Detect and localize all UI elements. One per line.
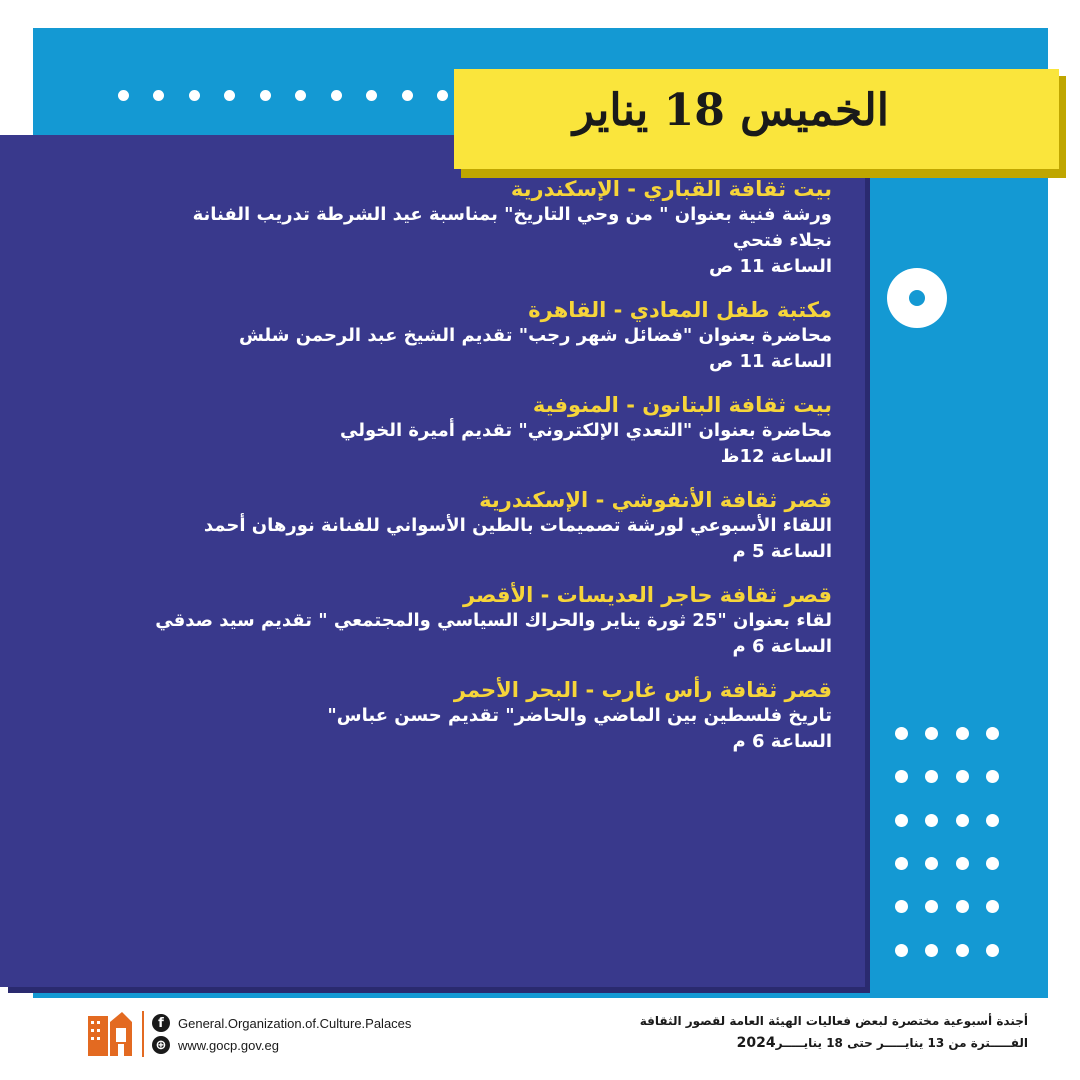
decor-dot [189, 90, 200, 101]
decor-dot [925, 857, 938, 870]
event-description: محاضرة بعنوان "التعدي الإلكتروني" تقديم أميرة الخولي [340, 420, 832, 441]
decor-dot [895, 900, 908, 913]
website-link[interactable] [152, 1034, 411, 1056]
top-dot-row [118, 84, 448, 106]
event-item [32, 392, 832, 470]
decor-dot [986, 944, 999, 957]
event-time: الساعة 11 ص [708, 351, 832, 372]
event-time: الساعة 6 م [732, 636, 832, 657]
event-venue: مكتبة طفل المعادي - القاهرة [528, 298, 832, 322]
event-item [32, 297, 832, 375]
decor-dot [986, 814, 999, 827]
agenda-period [558, 1032, 1028, 1054]
decor-dot [153, 90, 164, 101]
event-description: لقاء بعنوان "25 ثورة يناير والحراك السياسي والمجتمعي " تقديم سيد صدقي [155, 610, 832, 631]
event-item [32, 582, 832, 660]
events-list [32, 176, 832, 772]
dot-grid [886, 712, 1008, 972]
period-text: الفـــــترة من 13 ينايـــــر حتى 18 ينايـــــر [775, 1036, 1028, 1050]
website-url[interactable]: www.gocp.gov.eg [178, 1037, 279, 1053]
decor-dot [956, 944, 969, 957]
contact-links [152, 1012, 411, 1056]
decor-dot [331, 90, 342, 101]
period-year: 2024 [736, 1035, 776, 1051]
organization-logo-icon [86, 1008, 134, 1060]
decor-dot [925, 814, 938, 827]
event-description: محاضرة بعنوان "فضائل شهر رجب" تقديم الشيخ عبد الرحمن شلش [238, 325, 832, 346]
decor-dot [895, 770, 908, 783]
footer-agenda [558, 1010, 1028, 1054]
footer-contact [86, 1004, 411, 1064]
decor-dot [224, 90, 235, 101]
decor-dot [925, 944, 938, 957]
decor-dot [986, 900, 999, 913]
decor-dot [986, 770, 999, 783]
facebook-icon: f [152, 1014, 170, 1032]
decor-dot [925, 900, 938, 913]
decor-dot [437, 90, 448, 101]
event-description: اللقاء الأسبوعي لورشة تصميمات بالطين الأسواني للفنانة نورهان أحمد [203, 515, 832, 536]
event-description: تاريخ فلسطين بين الماضي والحاضر" تقديم حسن عباس" [327, 705, 832, 726]
event-description: نجلاء فتحي [732, 230, 832, 251]
decor-dot [260, 90, 271, 101]
event-item [32, 176, 832, 280]
decor-dot [956, 727, 969, 740]
date-banner [454, 69, 1059, 169]
decor-dot [402, 90, 413, 101]
decor-dot [895, 727, 908, 740]
decor-dot [986, 727, 999, 740]
event-venue: قصر ثقافة رأس غارب - البحر الأحمر [453, 678, 832, 702]
ring-decoration [887, 268, 947, 328]
decor-dot [956, 900, 969, 913]
event-time: الساعة 12ظ [720, 446, 832, 467]
decor-dot [895, 944, 908, 957]
decor-dot [956, 814, 969, 827]
decor-dot [956, 770, 969, 783]
decor-dot [895, 857, 908, 870]
decor-dot [118, 90, 129, 101]
event-time: الساعة 5 م [732, 541, 832, 562]
decor-dot [895, 814, 908, 827]
decor-dot [986, 857, 999, 870]
event-time: الساعة 6 م [732, 731, 832, 752]
decor-dot [295, 90, 306, 101]
decor-dot [366, 90, 377, 101]
event-description: ورشة فنية بعنوان " من وحي التاريخ" بمناسبة عيد الشرطة تدريب الفنانة [192, 204, 832, 225]
decor-dot [956, 857, 969, 870]
event-venue: بيت ثقافة القباري - الإسكندرية [510, 177, 832, 201]
event-venue: قصر ثقافة حاجر العديسات - الأقصر [462, 583, 832, 607]
footer-divider [142, 1011, 144, 1057]
decor-dot [925, 727, 938, 740]
event-item [32, 487, 832, 565]
agenda-description: أجندة أسبوعية مختصرة لبعض فعاليات الهيئة العامة لقصور الثقافة [639, 1014, 1028, 1028]
facebook-page-name[interactable]: General.Organization.of.Culture.Palaces [178, 1015, 412, 1031]
event-item [32, 677, 832, 755]
page-title: الخميس 18 يناير [572, 85, 889, 136]
globe-icon: ⊕ [152, 1036, 170, 1054]
event-time: الساعة 11 ص [708, 256, 832, 277]
ring-center [909, 290, 925, 306]
event-venue: قصر ثقافة الأنفوشي - الإسكندرية [479, 488, 832, 512]
facebook-link[interactable] [152, 1012, 411, 1034]
decor-dot [925, 770, 938, 783]
event-venue: بيت ثقافة البتانون - المنوفية [532, 393, 832, 417]
